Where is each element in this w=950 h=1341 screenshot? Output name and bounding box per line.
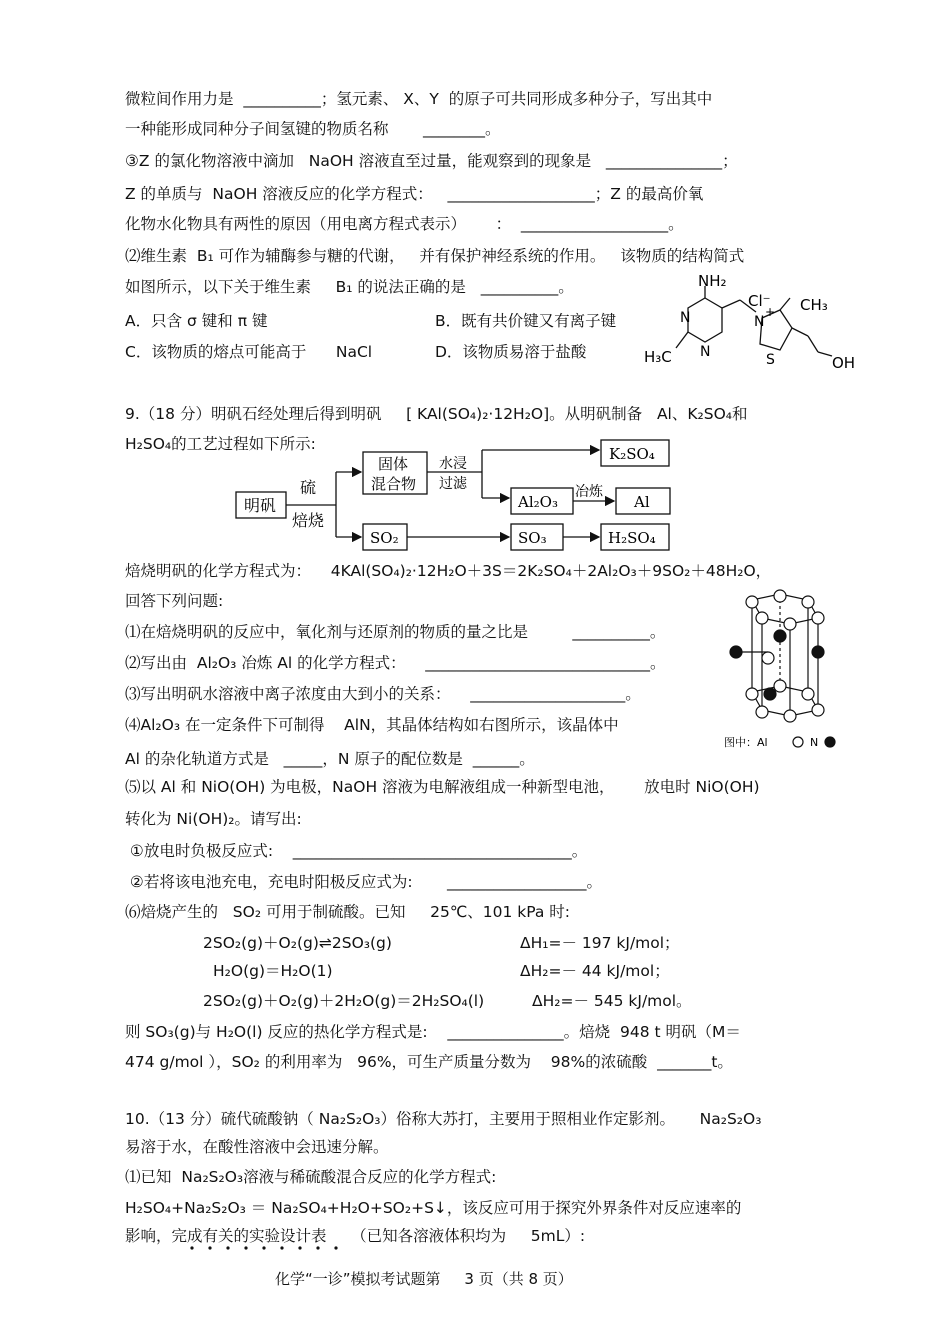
- legend-n-label: N: [810, 736, 819, 749]
- nh2-label: NH₂: [698, 272, 727, 290]
- option-b: B．既有共价键又有离子键: [435, 312, 617, 330]
- ch3-label: CH₃: [800, 296, 828, 314]
- question-10-stem: 10.（13 分）硫代硫酸钠（ Na₂S₂O₃）俗称大苏打，主要用于照相业作定影剂。 Na₂S₂O₃: [125, 1110, 762, 1128]
- k2so4-label: K₂SO₄: [609, 445, 655, 463]
- so2-label: SO₂: [370, 529, 399, 547]
- so3-label: SO₃: [518, 529, 547, 547]
- sub-question-4: ⑷Al₂O₃ 在一定条件下可制得 AlN，其晶体结构如右图所示，该晶体中: [125, 716, 619, 734]
- solid-label: 固体: [378, 455, 409, 473]
- enthalpy-1: ΔH₁=－ 197 kJ/mol；: [520, 934, 680, 952]
- legend-al-circle: [793, 737, 803, 747]
- text-line: 影响，完成有关的实验设计表 （已知各溶液体积均为 5mL）:: [125, 1227, 586, 1245]
- text-line: 微粒间作用力是 __________；氢元素、 X、Y 的原子可共同形成多种分子，写出其中: [125, 90, 713, 108]
- sub-question-5: ⑸以 Al 和 NiO(OH) 为电极，NaOH 溶液为电解液组成一种新型电池， 放电时 NiO(OH): [125, 778, 760, 796]
- text-line: 化物水化物具有两性的原因（用电离方程式表示） ： ___________________。: [125, 215, 684, 233]
- text-line: H₂SO₄的工艺过程如下所示:: [125, 435, 316, 453]
- text-line: 转化为 Ni(OH)₂。请写出:: [125, 810, 302, 828]
- oh-label: OH: [832, 354, 856, 372]
- al-label: Al: [634, 493, 650, 511]
- text-line: 则 SO₃(g)与 H₂O(l) 反应的热化学方程式是: _______________。焙烧 948 t 明矾（M＝: [125, 1023, 741, 1041]
- text-line: ②若将该电池充电，充电时阳极反应式为: __________________。: [125, 873, 603, 891]
- h2so4-label: H₂SO₄: [608, 529, 656, 547]
- sub-question-6: ⑹焙烧产生的 SO₂ 可用于制硫酸。已知 25℃、101 kPa 时:: [125, 903, 571, 921]
- mixture-label: 混合物: [371, 475, 417, 493]
- page-footer: 化学“一诊”模拟考试题第 3 页（共 8 页）: [275, 1270, 573, 1288]
- text-line: ①放电时负极反应式: ____________________________________。: [125, 842, 588, 860]
- enthalpy-2: ΔH₂=－ 44 kJ/mol；: [520, 962, 670, 980]
- n-label: N: [680, 310, 691, 326]
- alum-box-label: 明矾: [244, 496, 277, 515]
- text-line: ⑴已知 Na₂S₂O₃溶液与稀硫酸混合反应的化学方程式:: [125, 1168, 497, 1186]
- emphasis-dots: [188, 1244, 358, 1252]
- option-d: D．该物质易溶于盐酸: [435, 343, 587, 361]
- text-line: 回答下列问题:: [125, 592, 224, 610]
- legend-al-label: 图中：Al: [724, 736, 768, 749]
- vitamin-b1-structure: [640, 270, 870, 380]
- option-c: C．该物质的熔点可能高于 NaCl: [125, 343, 373, 361]
- al2o3-label: Al₂O₃: [518, 493, 558, 511]
- question-9-stem: 9.（18 分）明矾石经处理后得到明矾 [ KAl(SO₄)₂·12H₂O]。从明矾制备 Al、K₂SO₄和: [125, 405, 748, 423]
- thermo-equation-3: 2SO₂(g)＋O₂(g)＋2H₂O(g)＝2H₂SO₄(l): [203, 992, 485, 1010]
- s-label: S: [766, 352, 775, 368]
- thermo-equation-2: H₂O(g)＝H₂O(1): [213, 962, 333, 980]
- enthalpy-3: ΔH₂=－ 545 kJ/mol。: [532, 992, 692, 1010]
- n-label: N: [754, 314, 765, 330]
- leach-label: 水浸: [439, 456, 467, 472]
- aln-crystal-diagram: [722, 588, 842, 758]
- legend-n-circle: [825, 737, 835, 747]
- cl-label: Cl⁻: [748, 292, 771, 310]
- roasting-label: 焙烧: [292, 511, 325, 530]
- sub-question-3: ⑶写出明矾水溶液中离子浓度由大到小的关系： ____________________。: [125, 685, 641, 703]
- sub-question-1: ⑴在焙烧明矾的反应中，氧化剂与还原剂的物质的量之比是 __________。: [125, 623, 666, 641]
- thermo-equation-1: 2SO₂(g)＋O₂(g)⇌2SO₃(g): [203, 934, 392, 952]
- filter-label: 过滤: [439, 476, 467, 492]
- text-line: 易溶于水，在酸性溶液中会迅速分解。: [125, 1138, 389, 1156]
- sulfur-label: 硫: [300, 478, 317, 497]
- n-label: N: [700, 344, 711, 360]
- sub-question-2: ⑵写出由 Al₂O₃ 冶炼 Al 的化学方程式： _____________________________。: [125, 654, 666, 672]
- text-line: ③Z 的氯化物溶液中滴加 NaOH 溶液直至过量，能观察到的现象是 _______________；: [125, 152, 738, 170]
- smelt-label: 冶炼: [575, 484, 603, 500]
- text-line: 如图所示，以下关于维生素 B₁ 的说法正确的是 __________。: [125, 278, 574, 296]
- text-line: 474 g/mol ），SO₂ 的利用率为 96%，可生产质量分数为 98%的浓硫酸 _______t。: [125, 1053, 733, 1071]
- text-line: Z 的单质与 NaOH 溶液反应的化学方程式： ___________________；Z 的最高价氧: [125, 185, 704, 203]
- text-line: H₂SO₄+Na₂S₂O₃ ＝ Na₂SO₄+H₂O+SO₂+S↓，该反应可用于探究外界条件对反应速率的: [125, 1199, 742, 1217]
- option-a: A．只含 σ 键和 π 键: [125, 312, 268, 330]
- plus-label: +: [765, 305, 776, 319]
- text-line: ⑵维生素 B₁ 可作为辅酶参与糖的代谢， 并有保护神经系统的作用。 该物质的结构简式: [125, 247, 745, 265]
- roasting-equation: 焙烧明矾的化学方程式为： 4KAl(SO₄)₂·12H₂O＋3S＝2K₂SO₄＋2Al₂O₃＋9SO₂＋48H₂O，: [125, 562, 772, 580]
- h3c-label: H₃C: [644, 348, 672, 366]
- process-flow-diagram: [230, 438, 680, 556]
- text-line: Al 的杂化轨道方式是 _____，N 原子的配位数是 ______。: [125, 750, 535, 768]
- text-line: 一种能形成同种分子间氢键的物质名称 ________。: [125, 120, 501, 138]
